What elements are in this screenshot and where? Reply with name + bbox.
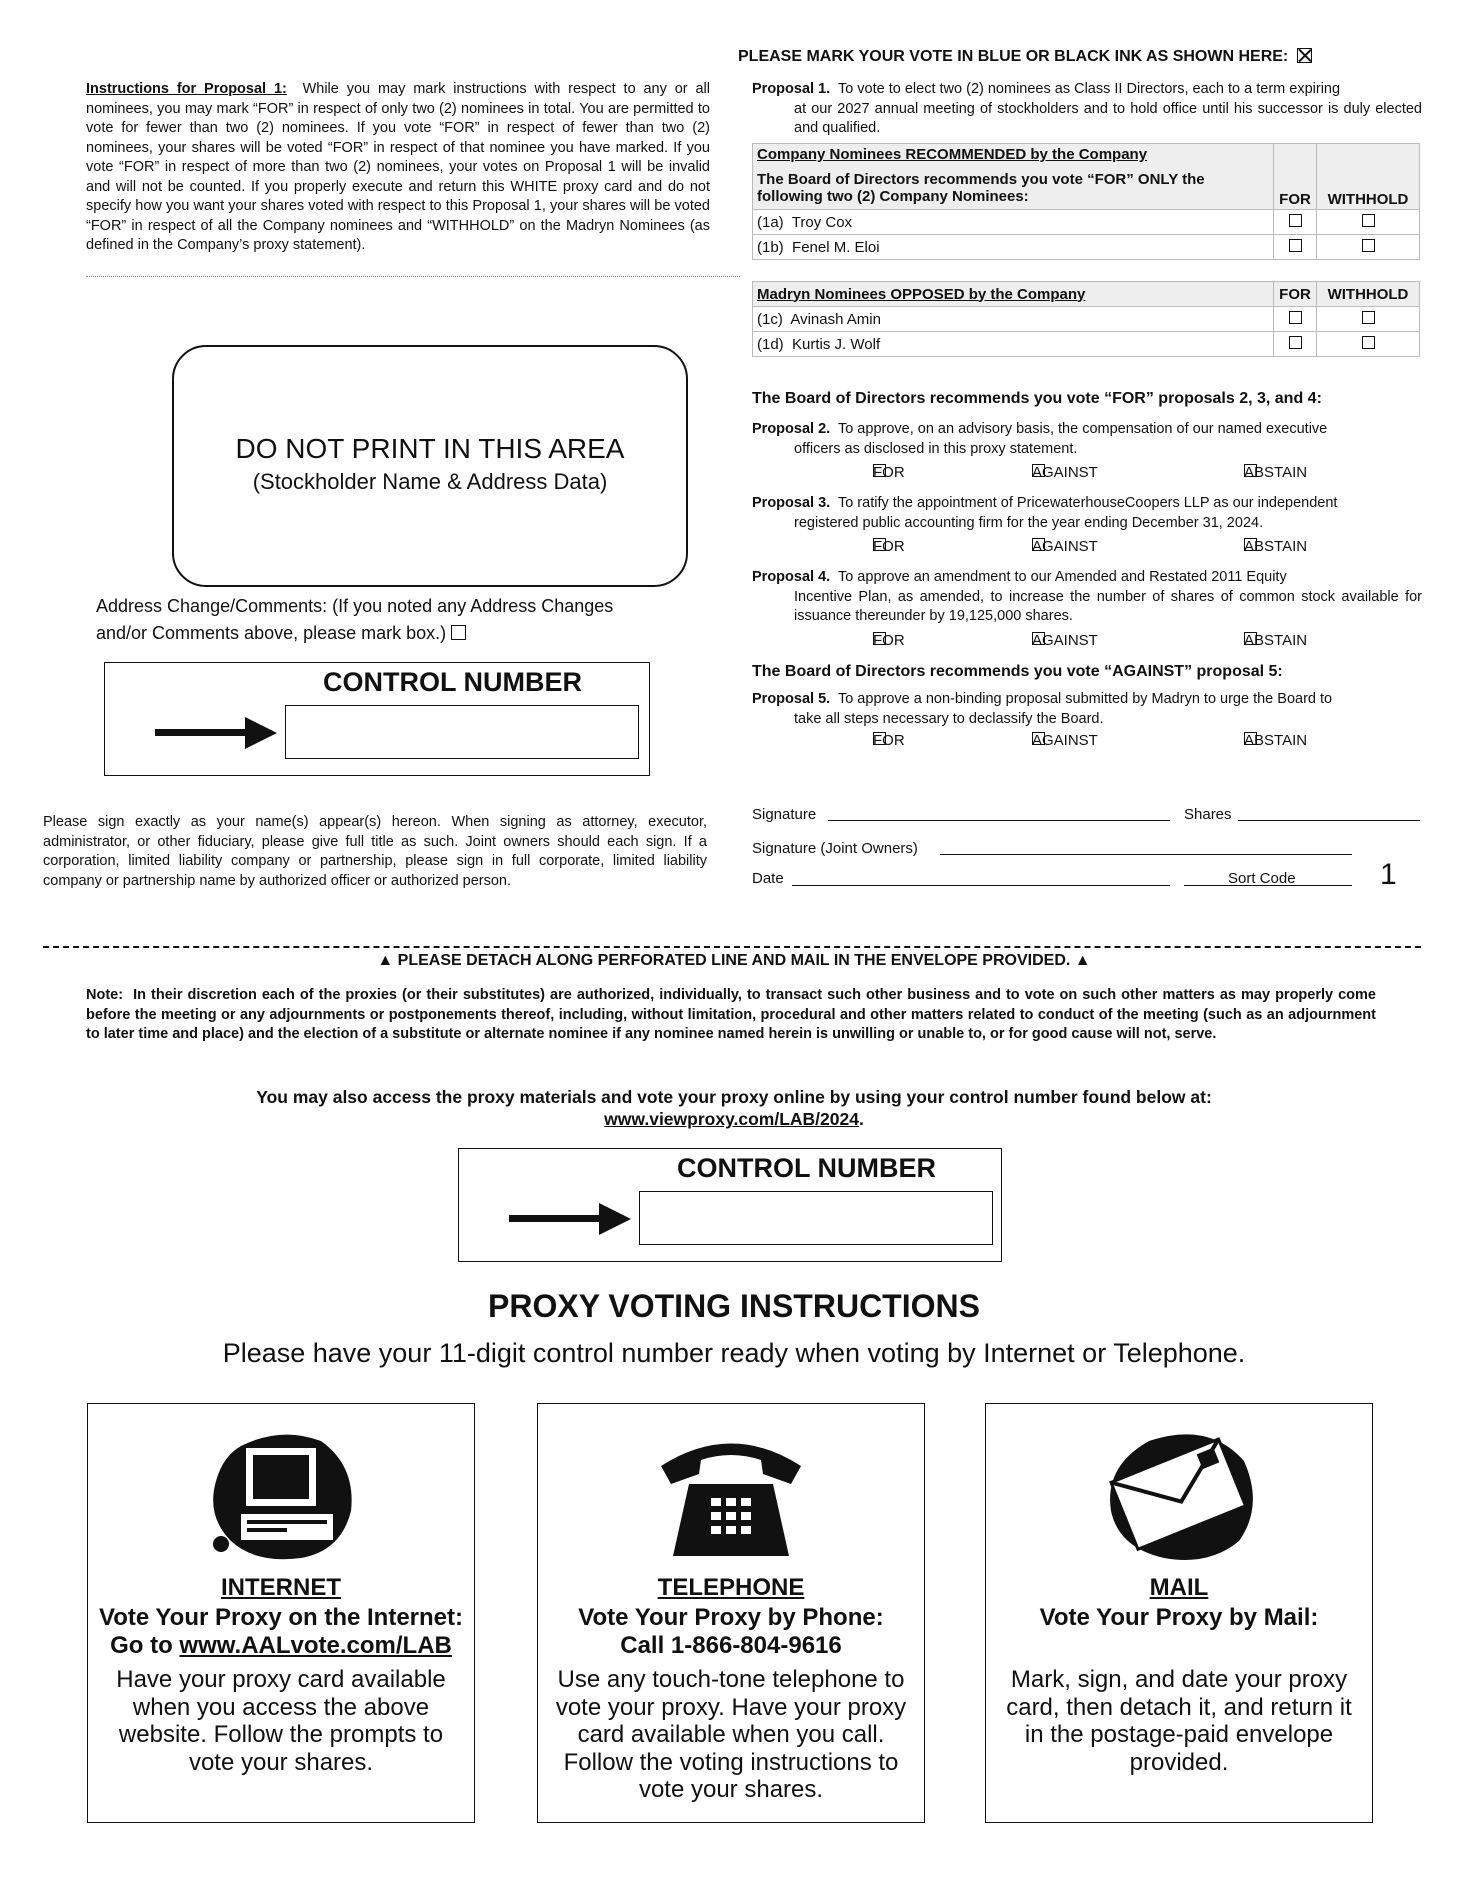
sort-code-label: Sort Code [1228,870,1296,887]
online-access-text: You may also access the proxy materials and vote your proxy online by using your control number found below at: [256,1087,1212,1107]
table-row [753,307,1420,332]
for-column-header: FOR [1274,144,1317,210]
control-number-box [104,662,650,776]
nominee-id: (1d) [757,335,784,353]
proposal5 [752,690,1422,729]
company-nominees-header-cell [753,144,1274,210]
table-row [753,210,1420,235]
mail-envelope-icon [1099,1426,1259,1566]
proposal4 [752,568,1422,627]
mark-vote-instruction [738,48,1312,66]
control-number-label: CONTROL NUMBER [323,667,582,697]
p2-for-checkbox[interactable] [873,464,886,477]
proxy-voting-instructions-title: PROXY VOTING INSTRUCTIONS [488,1288,980,1324]
control-number-box-2 [458,1148,1002,1262]
nominee-1b [753,235,1274,260]
board-recommendation-234: The Board of Directors recommends you vote “FOR” proposals 2, 3, and 4: [752,390,1322,407]
placeholder-subtitle: (Stockholder Name & Address Data) [252,469,608,494]
internet-go-to: Go to [110,1632,173,1659]
vote-for-1d-checkbox[interactable] [1289,336,1302,349]
mark-vote-text: PLEASE MARK YOUR VOTE IN BLUE OR BLACK INK AS SHOWN HERE: [738,48,1289,65]
p2-against-checkbox[interactable] [1032,464,1045,477]
mail-line1: Vote Your Proxy by Mail: [1039,1604,1319,1631]
proposal2-line1: To approve, on an advisory basis, the compensation of our named executive [837,421,1328,437]
nominee-id: (1a) [757,213,784,231]
arrow-right-icon [509,1201,631,1237]
vote-against-label: AGAINST [1032,464,1098,481]
p2-abstain-checkbox[interactable] [1244,464,1257,477]
p5-against-checkbox[interactable] [1032,732,1045,745]
p3-abstain-checkbox[interactable] [1244,538,1257,551]
dotted-divider [86,276,740,277]
withhold-column-header: WITHHOLD [1317,144,1420,210]
vote-for-label: FOR [873,538,905,555]
table-row [753,235,1420,260]
signature-label: Signature [752,806,817,823]
telephone-body: Use any touch-tone telephone to vote your proxy. Have your proxy card available when you call. Follow the voting instructions to vote your shares. [555,1666,907,1803]
proposal3-line2: registered public accounting firm for the year ending December 31, 2024. [794,514,1264,531]
p3-against-checkbox[interactable] [1032,538,1045,551]
proposal1-instructions [86,80,710,256]
vote-for-1b-checkbox[interactable] [1289,239,1302,252]
telephone-instructions [538,1604,924,1660]
joint-signature-label: Signature (Joint Owners) [752,840,918,857]
nominee-name: Kurtis J. Wolf [792,335,881,353]
proposal4-label: Proposal 4. [752,569,831,585]
vote-for-1c-checkbox[interactable] [1289,311,1302,324]
proposal2 [752,420,1422,459]
telephone-icon [651,1426,811,1566]
proposal5-label: Proposal 5. [752,691,831,707]
table-row [753,332,1420,357]
sign-instructions: Please sign exactly as your name(s) appear(s) hereon. When signing as attorney, executor, administrator, or other fiduciary, please give full title as such. Joint owners should each sign. If a corporation, limited liability company or partnership, please sign in full corporate, limited liability company or partnership name by authorized officer or authorized person. [43,814,707,889]
detach-instruction [0,952,1468,970]
proposal4-line2: Incentive Plan, as amended, to increase the number of shares of common stock available for issuance thereunder by 19,125,000 shares. [794,588,1422,624]
nominee-id: (1b) [757,238,784,256]
address-change-line2: and/or Comments above, please mark box.) [96,623,447,643]
internet-instructions [88,1604,474,1660]
control-number-field-2[interactable] [639,1191,993,1245]
address-change-checkbox[interactable] [451,625,466,640]
page-number: 1 [1380,858,1397,891]
company-nominees-table [752,143,1420,260]
withhold-1c-checkbox[interactable] [1362,311,1375,324]
perforated-line [43,946,1421,948]
madryn-nominees-table [752,281,1420,357]
proposal2-label: Proposal 2. [752,421,831,437]
mail-body: Mark, sign, and date your proxy card, then detach it, and return it in the postage-paid envelope provided. [1006,1666,1352,1776]
proposal2-line2: officers as disclosed in this proxy statement. [794,440,1078,457]
p5-for-checkbox[interactable] [873,732,886,745]
aalvote-link[interactable]: www.AALvote.com/LAB [179,1632,452,1659]
proposal1 [752,80,1422,139]
telephone-number[interactable]: Call 1-866-804-9616 [620,1632,842,1659]
proposal5-line2: take all steps necessary to declassify the Board. [794,710,1104,727]
joint-signature-line[interactable] [940,854,1352,855]
proposal3-label: Proposal 3. [752,495,831,511]
nominee-name: Fenel M. Eloi [792,238,880,256]
shares-label: Shares [1184,806,1232,823]
instructions-text: While you may mark instructions with respect to any or all nominees, you may mark “FOR” in respect of only two (2) nominees in total. You are permitted to vote for fewer than two (2) nominees. If you vote “FOR” in respect of fewer than two (2) nominees, your shares will be voted “FOR” in respect of that nominee you have marked. If you vote “FOR” in respect of more than two (2) nominees, your votes on Proposal 1 will be invalid and will not be counted. If you properly execute and return this WHITE proxy card and do not specify how you want your shares voted with respect to this Proposal 1, your shares will be voted “FOR” in respect of all the Company nominees and “WITHHOLD” on the Madryn Nominees (as defined in the Company’s proxy statement). [86,81,710,253]
note [86,986,1376,1045]
mail-panel [985,1403,1373,1823]
withhold-1d-checkbox[interactable] [1362,336,1375,349]
vote-for-1a-checkbox[interactable] [1289,214,1302,227]
proposal1-label: Proposal 1. [752,81,831,97]
address-change-line1: Address Change/Comments: (If you noted any Address Changes [96,596,614,616]
telephone-line1: Vote Your Proxy by Phone: [578,1604,884,1631]
nominee-name: Troy Cox [791,213,853,231]
proxy-voting-instructions-subtitle: Please have your 11-digit control number ready when voting by Internet or Telephone. [222,1338,1246,1368]
internet-panel [87,1403,475,1823]
board-recommendation-5: The Board of Directors recommends you vote “AGAINST” proposal 5: [752,663,1283,680]
note-label: Note: [86,987,124,1003]
proposal1-line2: at our 2027 annual meeting of stockholders and to hold office until his successor is duly elected and qualified. [794,100,1422,136]
viewproxy-link[interactable]: www.viewproxy.com/LAB/2024 [604,1109,859,1129]
arrow-right-icon [155,715,277,751]
withhold-column-header: WITHHOLD [1317,282,1420,307]
triangle-up-icon: ▲ [1074,952,1091,969]
vote-for-label: FOR [873,464,905,481]
proposal3-line1: To ratify the appointment of PricewaterhouseCoopers LLP as our independent [837,495,1338,511]
address-placeholder-box [172,345,688,587]
withhold-1a-checkbox[interactable] [1362,214,1375,227]
vote-abstain-label: ABSTAIN [1244,632,1308,649]
nominee-1a [753,210,1274,235]
proposal5-line1: To approve a non-binding proposal submitted by Madryn to urge the Board to [837,691,1333,707]
company-nominees-header: Company Nominees RECOMMENDED by the Company [757,146,1148,163]
p5-abstain-checkbox[interactable] [1244,732,1257,745]
address-change [96,593,696,647]
p3-for-checkbox[interactable] [873,538,886,551]
internet-line1: Vote Your Proxy on the Internet: [98,1604,464,1631]
vote-for-label: FOR [873,732,905,749]
shares-line[interactable] [1238,820,1420,821]
p4-abstain-checkbox[interactable] [1244,632,1257,645]
internet-heading: INTERNET [221,1574,341,1601]
vote-abstain-label: ABSTAIN [1244,732,1308,749]
online-access: You may also access the proxy materials and vote your proxy online by using your control number found below at: www.viewproxy.com/LAB/2024. [0,1086,1468,1130]
p4-for-checkbox[interactable] [873,632,886,645]
nominee-1d [753,332,1274,357]
withhold-1b-checkbox[interactable] [1362,239,1375,252]
for-column-header: FOR [1274,282,1317,307]
marked-checkbox-example-icon [1297,48,1312,63]
detach-text: PLEASE DETACH ALONG PERFORATED LINE AND MAIL IN THE ENVELOPE PROVIDED. [397,952,1071,969]
vote-abstain-label: ABSTAIN [1244,464,1308,481]
proposal3 [752,494,1422,533]
computer-icon [201,1426,361,1566]
proposal4-line1: To approve an amendment to our Amended and Restated 2011 Equity [837,569,1287,585]
date-line[interactable] [792,885,1170,886]
madryn-nominees-header: Madryn Nominees OPPOSED by the Company [757,285,1086,303]
placeholder-title: DO NOT PRINT IN THIS AREA [235,433,625,464]
internet-body: Have your proxy card available when you access the above website. Follow the prompts to vote your shares. [116,1666,446,1776]
note-text: In their discretion each of the proxies (or their substitutes) are authorized, individually, to transact such other business and to vote on such other matters as may properly come before the meeting or any adjournments or postponements thereof, including, without limitation, procedural and other matters related to conduct of the meeting (such as an adjournment to later time and place) and the election of a substitute or alternate nominee if any nominee named herein is unwilling or unable to, or for good cause will not, serve. [86,987,1376,1042]
vote-abstain-label: ABSTAIN [1244,538,1308,555]
nominee-id: (1c) [757,310,783,328]
telephone-heading: TELEPHONE [657,1574,805,1601]
signature-line[interactable] [828,820,1170,821]
proposal1-line1: To vote to elect two (2) nominees as Class II Directors, each to a term expiring [837,81,1341,97]
mail-heading: MAIL [1149,1574,1209,1601]
vote-for-label: FOR [873,632,905,649]
nominee-1c [753,307,1274,332]
nominee-name: Avinash Amin [790,310,881,328]
control-number-field[interactable] [285,705,639,759]
board-recommendation-p1: The Board of Directors recommends you vote “FOR” ONLY the following two (2) Company Nominees: [757,171,1205,205]
instructions-title: Instructions for Proposal 1: [86,81,287,97]
vote-against-label: AGAINST [1032,732,1098,749]
date-label: Date [752,870,784,887]
p4-against-checkbox[interactable] [1032,632,1045,645]
vote-against-label: AGAINST [1032,538,1098,555]
vote-against-label: AGAINST [1032,632,1098,649]
telephone-panel [537,1403,925,1823]
triangle-up-icon: ▲ [377,952,394,969]
control-number-label: CONTROL NUMBER [677,1153,936,1183]
